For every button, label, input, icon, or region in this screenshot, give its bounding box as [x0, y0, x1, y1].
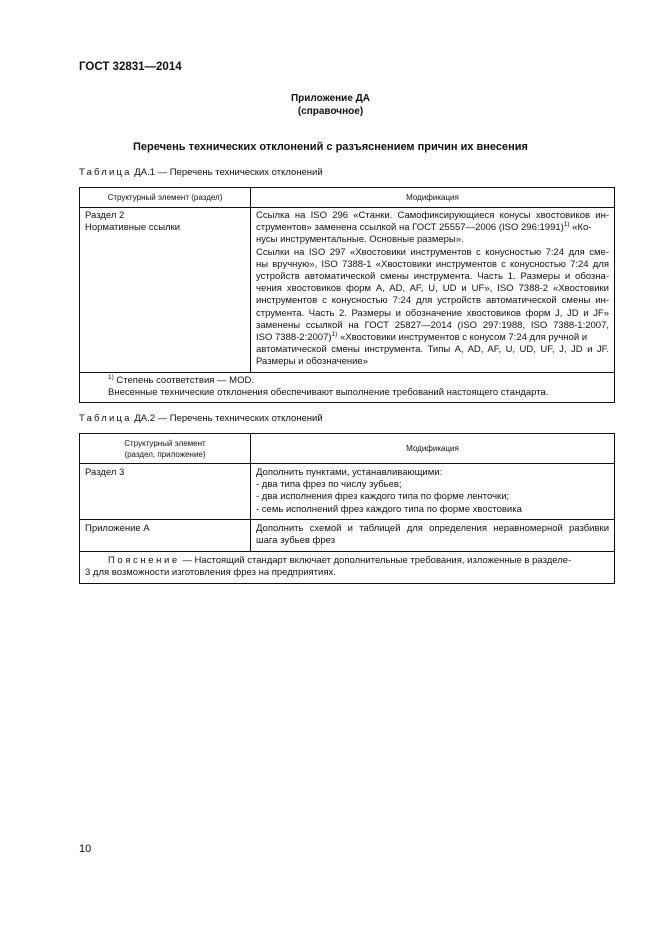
mod-line: автоматической смены инструмента. Типы A, AD, AF, U, UD, UF, J, JD и JF.	[256, 344, 609, 356]
mod-line: Ссылки на ISO 297 «Хвостовики инструментов с конусностью 7:24 для сме-	[256, 246, 609, 258]
table2-caption-label: Таблица	[79, 413, 132, 424]
table-row	[80, 208, 615, 373]
table2-header-row	[80, 434, 615, 464]
footnote	[108, 375, 609, 387]
table1-row-element	[80, 208, 251, 373]
table-deviations-1	[79, 187, 615, 403]
mod-line: нусы инструментальные. Основные размеры».	[256, 234, 464, 246]
table-deviations-2	[79, 433, 615, 584]
table1-caption-label: Таблица	[79, 167, 132, 178]
explanation-hyphen: -	[568, 555, 572, 566]
explanation-text: — Настоящий стандарт включает дополнительные требования, изложенные в разделе	[179, 555, 569, 566]
footnote-mark: 1)	[108, 373, 114, 381]
mod-line: чения хвостовиков форм A, AD, AF, U, UD и UF», ISO 7388-2 «Хвостовики	[256, 283, 609, 295]
mod-line: - два исполнения фрез каждого типа по форме ленточки;	[256, 491, 510, 503]
table1-header-row	[80, 188, 615, 208]
mod-line: Размеры и обозначение»	[256, 356, 368, 368]
table-row	[80, 520, 615, 552]
element-line: Раздел 2	[85, 210, 125, 221]
table1-caption	[79, 167, 323, 178]
mod-text: ISO 7388-2:2007)	[256, 332, 332, 344]
mod-line	[256, 332, 609, 344]
table2-col-element	[80, 434, 251, 464]
appendix-subtitle: (справочное)	[297, 106, 364, 117]
standard-header: ГОСТ 32831—2014	[79, 61, 182, 73]
table2-row2-modification	[251, 520, 615, 552]
mod-text: струментов» заменена ссылкой на ГОСТ 25557—2006 (ISO 296:1991)	[256, 222, 564, 234]
explanation-line: 3 для возможности изготовления фрез на предприятиях.	[85, 567, 336, 579]
table2-row1-element: Раздел 3	[80, 464, 251, 520]
table1-footnote-row	[80, 372, 615, 402]
table1-footnote-cell	[80, 372, 615, 402]
mod-line: заменены ссылкой на ГОСТ 25827—2014 (ISO 297:1988, ISO 7388-1:2007,	[256, 319, 609, 331]
col-element-line: Структурный элемент	[124, 438, 206, 448]
mod-line	[256, 222, 609, 234]
mod-line: - семь исполнений фрез каждого типа по форме хвостовика	[256, 503, 522, 515]
mod-line: устройств автоматической смены инструмента. Часть 1. Размеры и обозна-	[256, 271, 609, 283]
mod-line: - два типа фрез по числу зубьев;	[256, 479, 402, 491]
table2-row1-modification	[251, 464, 615, 520]
section-title: Перечень технических отклонений с разъяснением причин их внесения	[133, 141, 528, 153]
mod-line: Дополнить пунктами, устанавливающими:	[256, 467, 443, 478]
explanation-label: Пояснение	[108, 555, 180, 566]
table-row	[80, 464, 615, 520]
table1-col-element: Структурный элемент (раздел)	[80, 188, 251, 208]
mod-line: шага зубьев фрез	[256, 535, 336, 547]
mod-line: Ссылка на ISO 296 «Станки. Самофиксирующиеся конусы хвостовиков ин-	[256, 210, 609, 221]
mod-line: струмента. Часть 2. Размеры и обозначение хвостовиков форм J, JD и JF»	[256, 307, 609, 319]
table2-row2-element: Приложение А	[80, 520, 251, 552]
mod-text: «Ко-	[569, 222, 592, 234]
table2-col-modification: Модификация	[251, 434, 615, 464]
mod-line: инструментов с конусностью 7:24 для устройств автоматической смены ин-	[256, 295, 609, 307]
table2-caption	[79, 413, 323, 424]
table1-caption-text: ДА.1 — Перечень технических отклонений	[134, 167, 323, 178]
mod-line: Дополнить схемой и таблицей для определения неравномерной разбивки	[256, 523, 609, 534]
element-line: Нормативные ссылки	[85, 222, 181, 234]
table2-explanation-row	[80, 552, 615, 584]
col-element-line: (раздел, приложение)	[124, 449, 206, 459]
table2-explanation-cell	[80, 552, 615, 584]
table1-col-modification: Модификация	[251, 188, 615, 208]
footnote-ref: 1)	[331, 330, 338, 338]
table2-caption-text: ДА.2 — Перечень технических отклонений	[134, 413, 323, 424]
footnote-text: Степень соответствия — MOD.	[116, 374, 254, 386]
explanation-line	[85, 555, 609, 567]
page-number: 10	[79, 843, 92, 855]
mod-text: «Хвостовики инструментов с конусом 7:24 для ручной и	[337, 332, 588, 344]
mod-line: ны вручную», ISO 7388-1 «Хвостовики инструментов с конусностью 7:24 для	[256, 258, 609, 270]
table1-note: Внесенные технические отклонения обеспечивают выполнение требований настоящего стандарта.	[108, 386, 549, 398]
appendix-title: Приложение ДА	[290, 93, 371, 104]
footnote-ref: 1)	[563, 221, 570, 229]
appendix-title-block	[0, 92, 661, 118]
table1-row-modification	[251, 208, 615, 373]
